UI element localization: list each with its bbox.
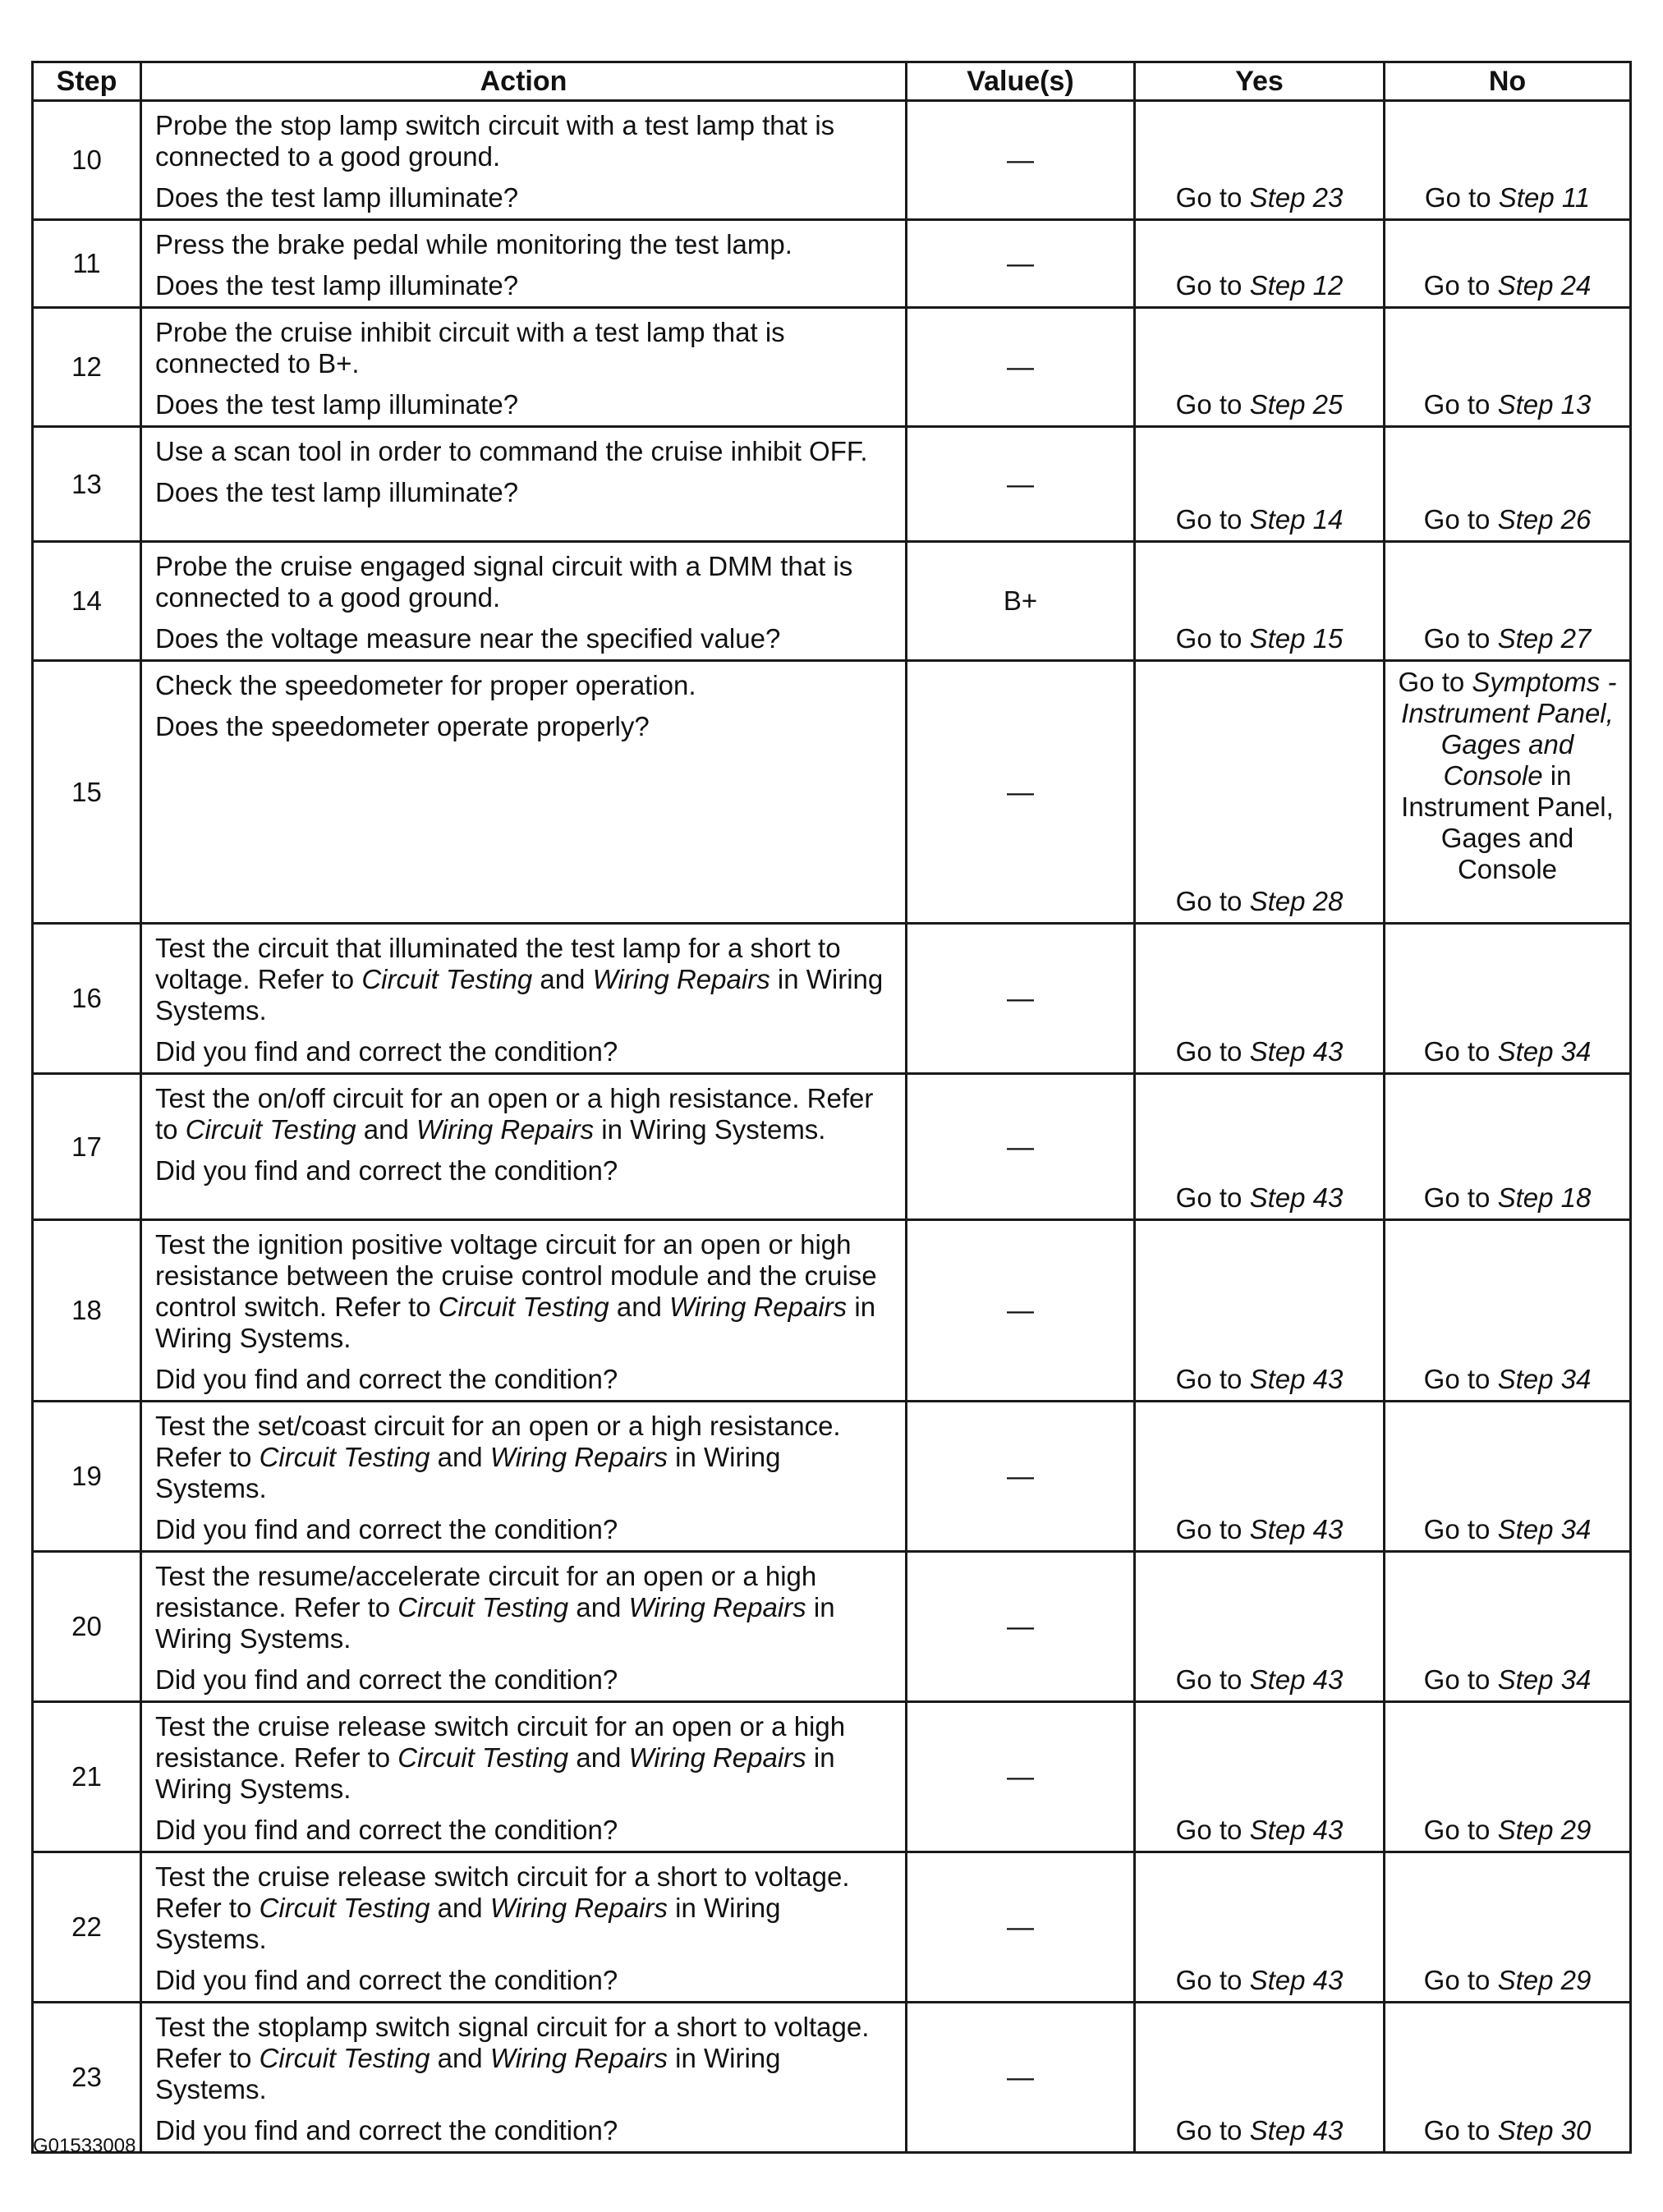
step-number: 10 <box>33 101 141 220</box>
italic-text: Step 34 <box>1497 1664 1592 1695</box>
text-run: Probe the stop lamp switch circuit with a test lamp that is connected to a good ground. <box>155 110 835 172</box>
text-run: Go to <box>1423 623 1498 654</box>
text-run: Go to <box>1175 1815 1250 1845</box>
text-run: Go to <box>1175 1965 1250 1995</box>
value-cell: — <box>907 661 1135 924</box>
text-run: and <box>532 964 593 994</box>
table-row <box>33 220 1631 308</box>
step-number: 19 <box>33 1402 141 1552</box>
text-run: Test the ignition positive voltage circuit for an open or high resistance between the cruise control module and the cruise control switch. Refer to <box>155 1229 877 1322</box>
text-run: in Wiring Systems. <box>155 1893 781 1954</box>
table-row <box>33 924 1631 1074</box>
text-run: Go to <box>1175 1182 1250 1213</box>
table-row <box>33 1220 1631 1402</box>
no-result <box>1385 308 1631 427</box>
no-result <box>1385 1552 1631 1702</box>
text-run: Go to <box>1175 182 1250 213</box>
yes-result <box>1135 220 1385 308</box>
text-run: and <box>568 1742 629 1773</box>
action-question: Does the test lamp illuminate? <box>155 477 519 507</box>
header-yes: Yes <box>1135 62 1385 101</box>
header-row <box>33 62 1631 101</box>
step-number: 17 <box>33 1074 141 1220</box>
text-run: and <box>430 2043 490 2073</box>
text-run: Test the on/off circuit for an open or a high resistance. Refer to <box>155 1083 874 1145</box>
italic-text: Wiring Repairs <box>669 1292 848 1322</box>
text-run: in Wiring Systems. <box>155 1742 835 1804</box>
action-text <box>155 1561 897 1654</box>
value-cell: — <box>907 1074 1135 1220</box>
action-question: Does the test lamp illuminate? <box>155 389 519 420</box>
no-result <box>1385 661 1631 924</box>
action-cell <box>141 220 907 308</box>
italic-text: Wiring Repairs <box>489 1893 668 1923</box>
italic-text: Circuit Testing <box>397 1742 569 1773</box>
action-cell <box>141 1852 907 2003</box>
italic-text: Step 43 <box>1249 1815 1344 1845</box>
italic-text: Wiring Repairs <box>628 1592 806 1622</box>
value-cell: — <box>907 1702 1135 1852</box>
action-question: Did you find and correct the condition? <box>155 1664 618 1695</box>
yes-result <box>1135 1702 1385 1852</box>
text-run: Go to <box>1398 667 1472 697</box>
text-run: in Wiring Systems. <box>594 1114 826 1145</box>
step-number: 18 <box>33 1220 141 1402</box>
action-cell <box>141 308 907 427</box>
italic-text: Step 43 <box>1249 2115 1344 2145</box>
text-run: in Instrument Panel, Gages and Console <box>1401 760 1614 884</box>
text-run: Test the resume/accelerate circuit for an open or a high resistance. Refer to <box>155 1561 817 1622</box>
italic-text: Step 43 <box>1249 1036 1344 1067</box>
text-run: Go to <box>1175 504 1250 535</box>
italic-text: Step 43 <box>1249 1364 1344 1394</box>
action-cell <box>141 1402 907 1552</box>
step-number: 12 <box>33 308 141 427</box>
text-run: Test the set/coast circuit for an open or a high resistance. Refer to <box>155 1411 841 1472</box>
text-run: Go to <box>1424 182 1499 213</box>
text-run: Go to <box>1175 1036 1250 1067</box>
table-row <box>33 1852 1631 2003</box>
action-text <box>155 317 897 379</box>
table-body <box>33 101 1631 2153</box>
value-cell: — <box>907 101 1135 220</box>
text-run: Go to <box>1175 623 1250 654</box>
header-no: No <box>1385 62 1631 101</box>
text-run: in Wiring Systems. <box>155 964 884 1026</box>
yes-result <box>1135 1074 1385 1220</box>
italic-text: Step 29 <box>1497 1815 1592 1845</box>
text-run: Go to <box>1423 1364 1498 1394</box>
text-run: Go to <box>1175 1664 1250 1695</box>
text-run: Press the brake pedal while monitoring the test lamp. <box>155 229 792 259</box>
text-run: Test the cruise release switch circuit for an open or a high resistance. Refer to <box>155 1711 846 1773</box>
text-run: Go to <box>1175 886 1250 916</box>
no-result <box>1385 1402 1631 1552</box>
text-run: Go to <box>1175 1514 1250 1544</box>
text-run: Go to <box>1175 1364 1250 1394</box>
text-run: Go to <box>1423 504 1498 535</box>
text-run: Test the circuit that illuminated the test lamp for a short to voltage. Refer to <box>155 933 841 994</box>
action-text <box>155 670 897 701</box>
step-number: 11 <box>33 220 141 308</box>
text-run: Check the speedometer for proper operation. <box>155 670 696 700</box>
action-text <box>155 933 897 1026</box>
text-run: Probe the cruise engaged signal circuit with a DMM that is connected to a good ground. <box>155 551 853 613</box>
italic-text: Circuit Testing <box>185 1114 356 1145</box>
italic-text: Circuit Testing <box>259 2043 430 2073</box>
value-cell: — <box>907 220 1135 308</box>
italic-text: Step 43 <box>1249 1965 1344 1995</box>
text-run: in Wiring Systems. <box>155 2043 781 2104</box>
action-text <box>155 1083 897 1145</box>
italic-text: Wiring Repairs <box>489 1442 668 1472</box>
step-number: 23 <box>33 2003 141 2153</box>
italic-text: Step 24 <box>1497 270 1592 301</box>
italic-text: Step 13 <box>1497 389 1592 420</box>
text-run: and <box>430 1442 490 1472</box>
action-text <box>155 1861 897 1955</box>
italic-text: Step 43 <box>1249 1182 1344 1213</box>
italic-text: Step 12 <box>1249 270 1344 301</box>
step-number: 14 <box>33 542 141 661</box>
text-run: Go to <box>1175 2115 1250 2145</box>
text-run: in Wiring Systems. <box>155 1292 876 1353</box>
action-text <box>155 110 897 172</box>
text-run: and <box>568 1592 629 1622</box>
table-row <box>33 101 1631 220</box>
table-row <box>33 1402 1631 1552</box>
text-run: in Wiring Systems. <box>155 1592 835 1654</box>
table-row <box>33 661 1631 924</box>
italic-text: Step 29 <box>1497 1965 1592 1995</box>
italic-text: Step 34 <box>1497 1364 1592 1394</box>
value-cell: — <box>907 1402 1135 1552</box>
table-row <box>33 1552 1631 1702</box>
table-row <box>33 308 1631 427</box>
action-cell <box>141 427 907 542</box>
italic-text: Circuit Testing <box>438 1292 609 1322</box>
action-text <box>155 551 897 613</box>
italic-text: Step 43 <box>1249 1664 1344 1695</box>
italic-text: Wiring Repairs <box>416 1114 595 1145</box>
text-run: Go to <box>1423 270 1498 301</box>
action-question: Did you find and correct the condition? <box>155 2115 618 2145</box>
italic-text: Step 34 <box>1497 1514 1592 1544</box>
text-run: Go to <box>1423 1815 1498 1845</box>
no-result <box>1385 101 1631 220</box>
italic-text: Step 11 <box>1498 182 1591 213</box>
value-cell: B+ <box>907 542 1135 661</box>
yes-result <box>1135 924 1385 1074</box>
no-result <box>1385 427 1631 542</box>
yes-result <box>1135 661 1385 924</box>
italic-text: Circuit Testing <box>361 964 533 994</box>
yes-result <box>1135 427 1385 542</box>
italic-text: Step 28 <box>1249 886 1344 916</box>
action-question: Does the voltage measure near the specified value? <box>155 623 781 654</box>
italic-text: Wiring Repairs <box>592 964 770 994</box>
table-row <box>33 1702 1631 1852</box>
action-cell <box>141 1552 907 1702</box>
no-result <box>1385 1074 1631 1220</box>
step-number: 21 <box>33 1702 141 1852</box>
diagnostic-table <box>31 61 1632 2154</box>
step-number: 22 <box>33 1852 141 2003</box>
yes-result <box>1135 101 1385 220</box>
action-cell <box>141 101 907 220</box>
italic-text: Step 27 <box>1497 623 1592 654</box>
value-cell: — <box>907 308 1135 427</box>
header-values: Value(s) <box>907 62 1135 101</box>
value-cell: — <box>907 1220 1135 1402</box>
value-cell: — <box>907 924 1135 1074</box>
action-text <box>155 2012 897 2105</box>
italic-text: Circuit Testing <box>397 1592 569 1622</box>
yes-result <box>1135 1852 1385 2003</box>
text-run: Use a scan tool in order to command the cruise inhibit OFF. <box>155 436 868 466</box>
action-text <box>155 1229 897 1354</box>
action-question: Did you find and correct the condition? <box>155 1514 618 1544</box>
action-text <box>155 229 897 260</box>
yes-result <box>1135 1220 1385 1402</box>
action-question: Does the test lamp illuminate? <box>155 270 519 301</box>
step-number: 20 <box>33 1552 141 1702</box>
header-action: Action <box>141 62 907 101</box>
italic-text: Step 34 <box>1497 1036 1592 1067</box>
action-text <box>155 1411 897 1504</box>
text-run: Test the stoplamp switch signal circuit for a short to voltage. Refer to <box>155 2012 870 2073</box>
value-cell: — <box>907 2003 1135 2153</box>
text-run: Test the cruise release switch circuit for a short to voltage. Refer to <box>155 1861 850 1923</box>
text-run: Go to <box>1423 1182 1498 1213</box>
italic-text: Symptoms - Instrument Panel, Gages and Console <box>1401 667 1617 791</box>
action-text <box>155 436 897 467</box>
action-cell <box>141 924 907 1074</box>
action-question: Did you find and correct the condition? <box>155 1036 618 1067</box>
italic-text: Step 26 <box>1497 504 1592 535</box>
no-result <box>1385 1702 1631 1852</box>
action-cell <box>141 1702 907 1852</box>
action-question: Does the speedometer operate properly? <box>155 711 650 741</box>
step-number: 16 <box>33 924 141 1074</box>
text-run: Go to <box>1423 389 1498 420</box>
no-result <box>1385 924 1631 1074</box>
italic-text: Circuit Testing <box>259 1442 430 1472</box>
table-row <box>33 1074 1631 1220</box>
no-result <box>1385 2003 1631 2153</box>
text-run: Go to <box>1175 270 1250 301</box>
value-cell: — <box>907 1552 1135 1702</box>
text-run: in Wiring Systems. <box>155 1442 781 1503</box>
yes-result <box>1135 308 1385 427</box>
yes-result <box>1135 1402 1385 1552</box>
header-step: Step <box>33 62 141 101</box>
italic-text: Wiring Repairs <box>489 2043 668 2073</box>
text-run: and <box>356 1114 416 1145</box>
action-cell <box>141 542 907 661</box>
text-run: Go to <box>1423 1514 1498 1544</box>
action-cell <box>141 661 907 924</box>
action-cell <box>141 1220 907 1402</box>
no-result <box>1385 220 1631 308</box>
no-result <box>1385 542 1631 661</box>
action-cell <box>141 1074 907 1220</box>
table-row <box>33 2003 1631 2153</box>
text-run: Go to <box>1423 1036 1498 1067</box>
yes-result <box>1135 1552 1385 1702</box>
action-question: Did you find and correct the condition? <box>155 1155 618 1186</box>
italic-text: Step 43 <box>1249 1514 1344 1544</box>
text-run: Go to <box>1175 389 1250 420</box>
action-cell <box>141 2003 907 2153</box>
action-question: Did you find and correct the condition? <box>155 1364 618 1394</box>
action-question: Did you find and correct the condition? <box>155 1815 618 1845</box>
italic-text: Step 18 <box>1497 1182 1592 1213</box>
step-number: 13 <box>33 427 141 542</box>
text-run: Go to <box>1423 2115 1498 2145</box>
yes-result <box>1135 542 1385 661</box>
action-question: Did you find and correct the condition? <box>155 1965 618 1995</box>
italic-text: Step 23 <box>1249 182 1344 213</box>
italic-text: Step 25 <box>1249 389 1344 420</box>
text-run: Probe the cruise inhibit circuit with a test lamp that is connected to B+. <box>155 317 785 379</box>
text-run: and <box>609 1292 670 1322</box>
yes-result <box>1135 2003 1385 2153</box>
value-cell: — <box>907 1852 1135 2003</box>
action-text <box>155 1711 897 1805</box>
action-question: Does the test lamp illuminate? <box>155 182 519 213</box>
italic-text: Step 14 <box>1249 504 1344 535</box>
italic-text: Step 15 <box>1249 623 1344 654</box>
text-run: Go to <box>1423 1965 1498 1995</box>
figure-id: G01533008 <box>33 2135 136 2157</box>
italic-text: Wiring Repairs <box>628 1742 806 1773</box>
no-result <box>1385 1852 1631 2003</box>
table-row <box>33 542 1631 661</box>
table-row <box>33 427 1631 542</box>
italic-text: Step 30 <box>1497 2115 1592 2145</box>
text-run: and <box>430 1893 490 1923</box>
italic-text: Circuit Testing <box>259 1893 430 1923</box>
value-cell: — <box>907 427 1135 542</box>
text-run: Go to <box>1423 1664 1498 1695</box>
step-number: 15 <box>33 661 141 924</box>
no-result <box>1385 1220 1631 1402</box>
